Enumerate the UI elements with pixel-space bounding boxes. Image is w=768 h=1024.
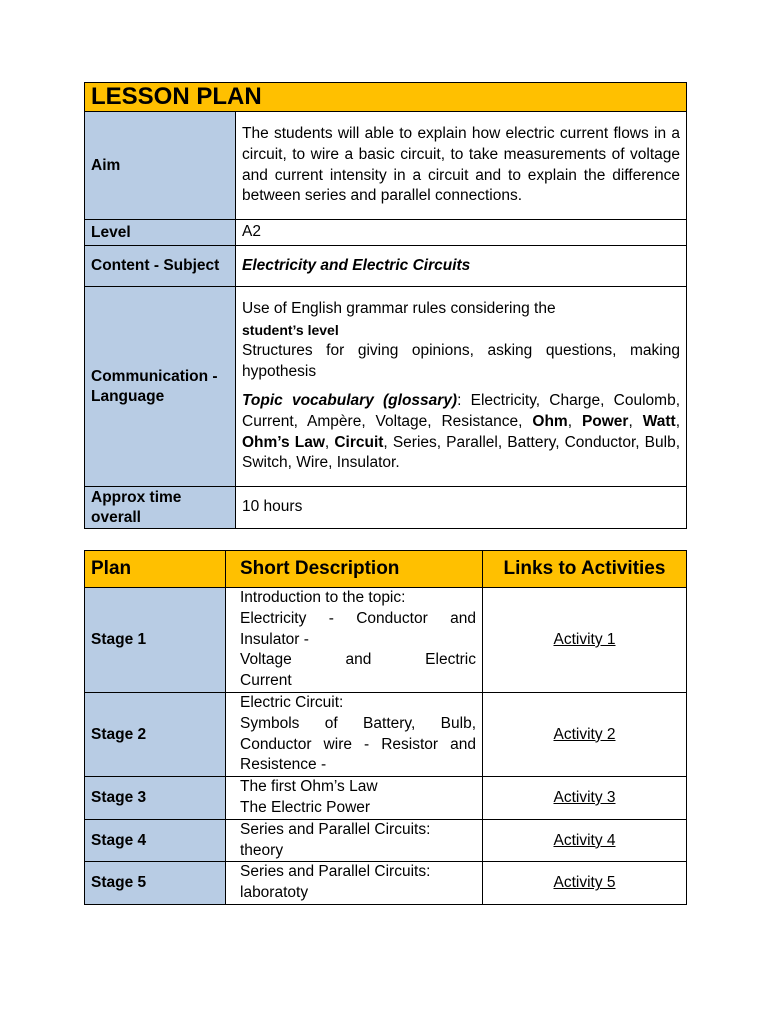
approx-time-value: 10 hours: [236, 487, 687, 529]
desc-line: Symbols of Battery, Bulb, Conductor wire - Resistor and Resistence -: [240, 714, 476, 774]
activity-3-link[interactable]: Activity 3: [553, 788, 616, 806]
level-value: A2: [236, 220, 687, 246]
desc-line: Series and Parallel Circuits:: [240, 863, 431, 881]
table-row: [85, 588, 687, 693]
activity-1-cell: [483, 588, 687, 693]
vocab-sep: ,: [628, 412, 633, 430]
stage-2-description: [226, 692, 483, 776]
desc-line: Electric Circuit:: [240, 693, 344, 711]
activity-2-cell: [483, 692, 687, 776]
comm-line-2: Structures for giving opinions, asking questions, making hypothesis: [242, 342, 680, 381]
stage-3-label: Stage 3: [85, 777, 226, 820]
aim-label: Aim: [85, 112, 236, 220]
desc-line: Introduction to the topic:: [240, 589, 406, 606]
stage-1-label: Stage 1: [85, 588, 226, 693]
table-row: [85, 862, 687, 905]
content-subject-value: Electricity and Electric Circuits: [236, 246, 687, 287]
activity-5-cell: [483, 862, 687, 905]
lesson-plan-table: [84, 82, 687, 529]
short-description-header: Short Description: [226, 551, 483, 588]
links-header: Links to Activities: [483, 551, 687, 588]
stage-2-label: Stage 2: [85, 692, 226, 776]
desc-line: Series and Parallel Circuits:: [240, 820, 431, 838]
comm-line-1a: Use of English grammar rules considering the: [242, 299, 556, 317]
desc-line: The Electric Power: [240, 798, 371, 816]
activity-4-cell: [483, 819, 687, 862]
activity-1-link[interactable]: Activity 1: [553, 630, 616, 648]
comm-line-1b: student’s level: [242, 321, 339, 338]
content-subject-label: Content - Subject: [85, 246, 236, 287]
vocab-paragraph: [242, 391, 680, 474]
desc-text: The first: [240, 778, 301, 796]
vocab-rest-2: , Series, Parallel, Battery, Conductor, Bulb, Switch, Wire, Insulator.: [242, 433, 681, 472]
approx-time-label: Approx time overall: [85, 487, 236, 529]
vocab-watt: Watt: [642, 412, 676, 430]
desc-line: Electricity - Conductor and Insulator -: [240, 609, 476, 648]
vocab-power: Power: [581, 412, 629, 430]
stage-5-description: [226, 862, 483, 905]
plan-header: Plan: [85, 551, 226, 588]
communication-language-label: Communication -Language: [85, 287, 236, 487]
desc-line: laboratoty: [240, 884, 309, 902]
vocab-sep: ,: [324, 433, 330, 451]
stage-1-description: [226, 588, 483, 693]
stage-5-label: Stage 5: [85, 862, 226, 905]
vocab-sep: ,: [567, 412, 573, 430]
vocab-circuit: Circuit: [334, 433, 384, 451]
table-row: [85, 777, 687, 820]
activity-5-link[interactable]: Activity 5: [553, 874, 616, 892]
communication-language-value: [236, 287, 687, 487]
vocab-label: Topic vocabulary (glossary): [242, 392, 458, 409]
activity-4-link[interactable]: Activity 4: [553, 831, 616, 849]
activity-3-cell: [483, 777, 687, 820]
activity-2-link[interactable]: Activity 2: [553, 725, 616, 743]
desc-line: Current: [240, 672, 292, 690]
lesson-plan-title: LESSON PLAN: [85, 83, 687, 112]
vocab-ohms-law: Ohm’s Law: [242, 433, 325, 451]
desc-line: Voltage and Electric: [240, 651, 476, 669]
level-label: Level: [85, 220, 236, 246]
table-row: [85, 819, 687, 862]
stage-4-description: [226, 819, 483, 862]
table-row: [85, 692, 687, 776]
desc-line: theory: [240, 841, 284, 859]
stages-table: [84, 550, 687, 905]
stage-3-description: [226, 777, 483, 820]
aim-text: The students will able to explain how electric current flows in a circuit, to wire a basic circuit, to take measurements of voltage and current intensity in a circuit and to explain the difference between series and parallel connections.: [236, 112, 687, 220]
stage-4-label: Stage 4: [85, 819, 226, 862]
vocab-ohm: Ohm: [532, 412, 568, 430]
desc-text-ohms-law: Ohm’s Law: [300, 778, 378, 796]
vocab-sep: ,: [675, 412, 680, 430]
vocab-rest-1: : Electricity, Charge, Coulomb, Current, Ampère, Voltage, Resistance,: [242, 392, 680, 430]
